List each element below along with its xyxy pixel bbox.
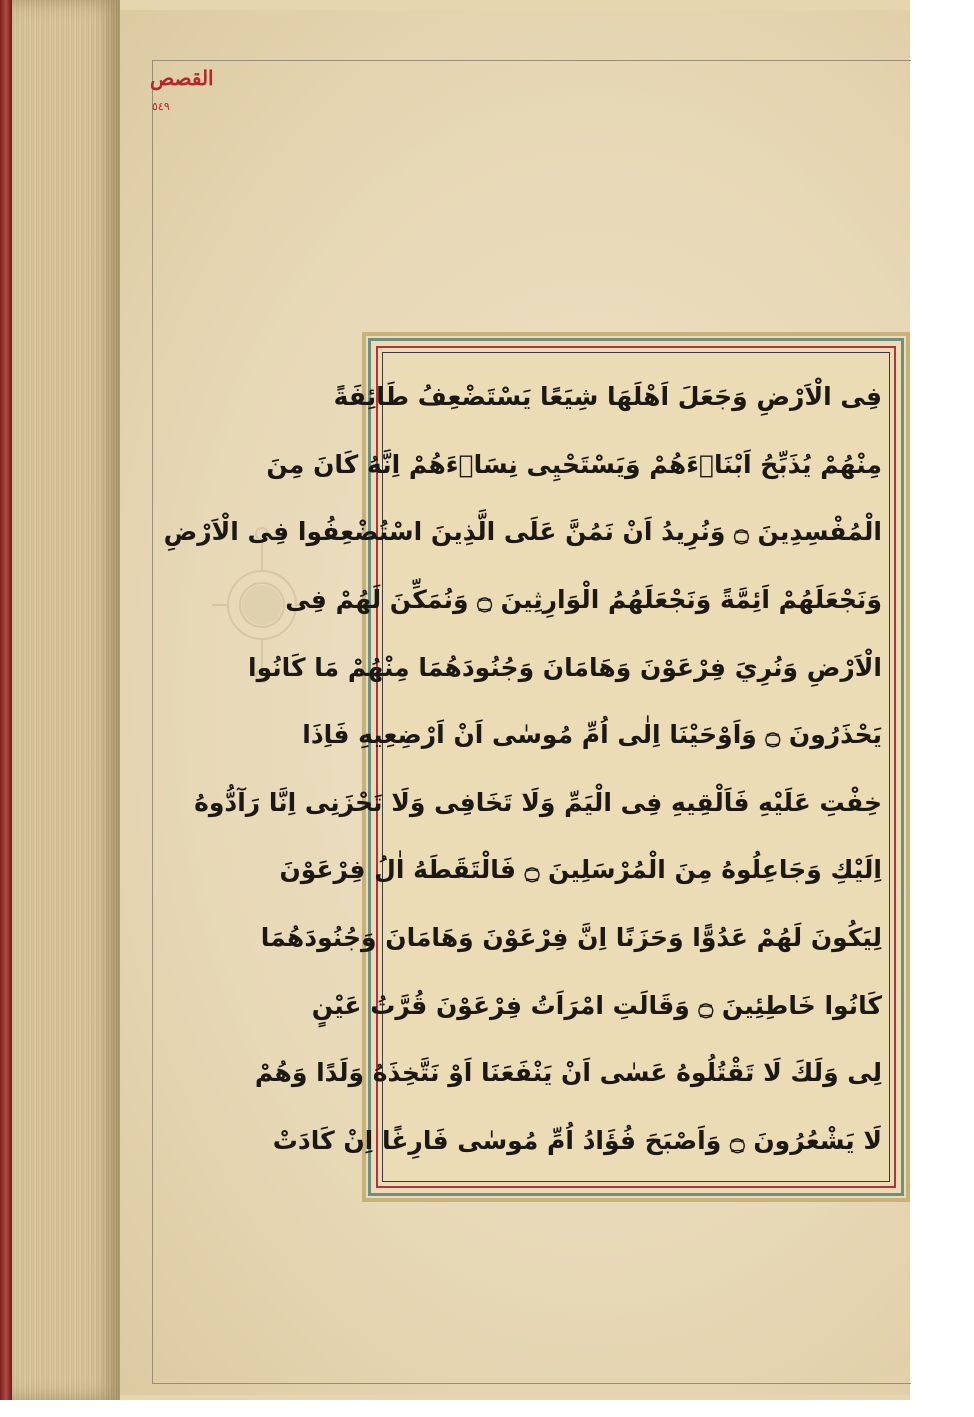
text-line: الْمُفْسِدِينَ ۝ وَنُرِيدُ اَنْ نَمُنَّ عَلَى الَّذِينَ اسْتُضْعِفُوا فِی الْاَرْضِ [163,517,882,547]
text-line: اِلَيْكِ وَجَاعِلُوهُ مِنَ الْمُرْسَلِينَ ۝ فَالْتَقَطَهُ اٰلُ فِرْعَوْنَ [279,855,882,885]
text-line: مِنْهُمْ يُذَبِّحُ اَبْنَاۤءَهُمْ وَيَسْتَحْيِی نِسَاۤءَهُمْ اِنَّهُ كَانَ مِنَ [266,449,882,479]
text-panel [163,332,910,1202]
text-line: لِی وَلَكَ لَا تَقْتُلُوهُ عَسٰی اَنْ يَنْفَعَنَا اَوْ نَتَّخِذَهُ وَلَدًا وَهُمْ [254,1058,882,1088]
text-line: كَانُوا خَاطِئِينَ ۝ وَقَالَتِ امْرَاَتُ فِرْعَوْنَ قُرَّتُ عَيْنٍ [311,990,882,1020]
surah-header: القصص [150,66,214,90]
text-lines [163,366,882,1172]
text-line: لَا يَشْعُرُونَ ۝ وَاَصْبَحَ فُؤَادُ اُمِّ مُوسٰی فَارِغًا اِنْ كَادَتْ [272,1125,882,1155]
book-spine [0,0,12,1400]
page-edges [12,0,120,1400]
white-margin [0,1400,974,1417]
text-line: وَنَجْعَلَهُمْ اَئِمَّةً وَنَجْعَلَهُمُ الْوَارِثِينَ ۝ وَنُمَكِّنَ لَهُمْ فِی [285,584,882,614]
text-line: الْاَرْضِ وَنُرِيَ فِرْعَوْنَ وَهَامَانَ وَجُنُودَهُمَا مِنْهُمْ مَا كَانُوا [248,652,882,682]
text-line: لِيَكُونَ لَهُمْ عَدُوًّا وَحَزَنًا اِنَّ فِرْعَوْنَ وَهَامَانَ وَجُنُودَهُمَا [260,923,882,952]
text-line: خِفْتِ عَلَيْهِ فَاَلْقِيهِ فِی الْيَمِّ وَلَا تَخَافِی وَلَا تَحْزَنِی اِنَّا رَآدُّوهُ [194,787,882,817]
text-line: فِی الْاَرْضِ وَجَعَلَ اَهْلَهَا شِيَعًا يَسْتَضْعِفُ طَائِفَةً [333,382,882,411]
text-line: يَحْذَرُونَ ۝ وَاَوْحَيْنَا اِلٰی اُمِّ مُوسٰی اَنْ اَرْضِعِيهِ فَاِذَا [302,720,882,750]
folio-number: ٥٤٩ [152,100,170,113]
